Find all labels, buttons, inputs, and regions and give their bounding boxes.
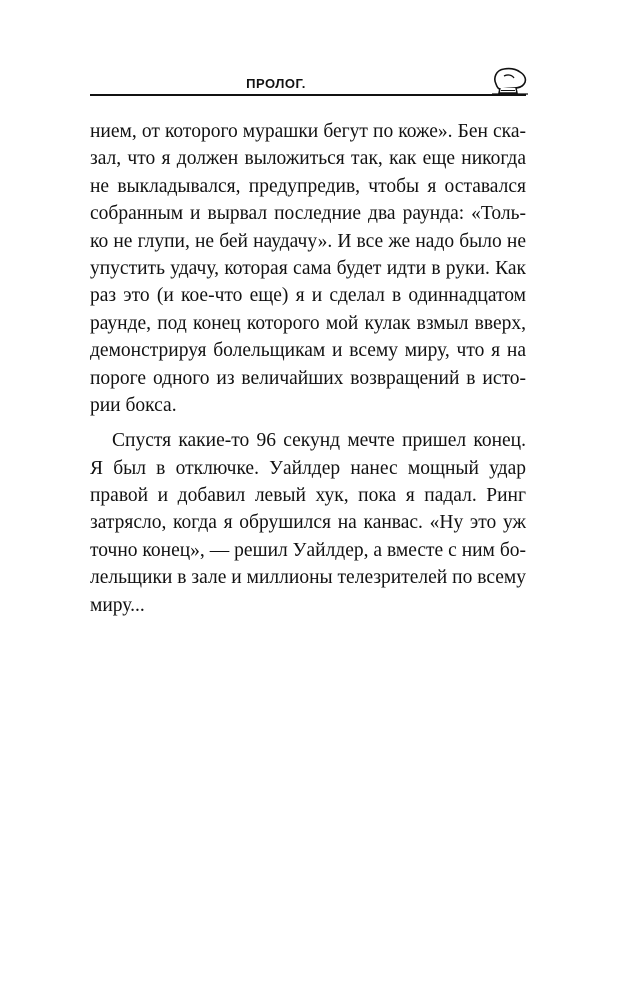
paragraph-gap — [90, 419, 526, 427]
text-line: Я был в отключке. Уайлдер нанес мощный удар — [90, 457, 526, 479]
text-line: миру... — [90, 594, 145, 616]
text-line: пороге одного из величайших возвращений в исто- — [90, 367, 526, 389]
paragraph-2 — [90, 427, 526, 619]
text-line: точно конец», — решил Уайлдер, а вместе с ним бо- — [90, 539, 526, 561]
text-line: не выкладывался, предупредив, чтобы я оставался — [90, 175, 526, 197]
page-title: ПРОЛОГ. — [246, 76, 306, 91]
text-line: лельщики в зале и миллионы телезрителей по всему — [90, 567, 526, 589]
body-text — [90, 118, 526, 619]
text-line: упустить удачу, которая сама будет идти в руки. Как — [90, 257, 526, 279]
text-line: нием, от которого мурашки бегут по коже». Бен ска- — [90, 121, 526, 142]
text-line: собранным и вырвал последние два раунда: «Толь- — [90, 203, 526, 225]
text-line: ко не глупи, не бей наудачу». И все же надо было не — [90, 230, 526, 252]
paragraph-1 — [90, 118, 526, 419]
running-header — [90, 70, 530, 100]
boxing-glove-icon — [490, 64, 530, 96]
header-divider — [90, 94, 526, 96]
text-line: правой и добавил левый хук, пока я падал. Ринг — [90, 485, 526, 507]
text-line: зал, что я должен выложиться так, как еще никогда — [90, 148, 526, 170]
text-line: рии бокса. — [90, 394, 177, 416]
text-line: Спустя какие-то 96 секунд мечте пришел конец. — [112, 430, 526, 452]
text-line: раунде, под конец которого мой кулак взмыл вверх, — [90, 312, 526, 334]
text-line: раз это (и кое-что еще) я и сделал в одиннадцатом — [90, 285, 526, 307]
text-line: затрясло, когда я обрушился на канвас. «Ну это уж — [90, 512, 526, 534]
text-line: демонстрируя болельщикам и всему миру, что я на — [90, 340, 526, 362]
